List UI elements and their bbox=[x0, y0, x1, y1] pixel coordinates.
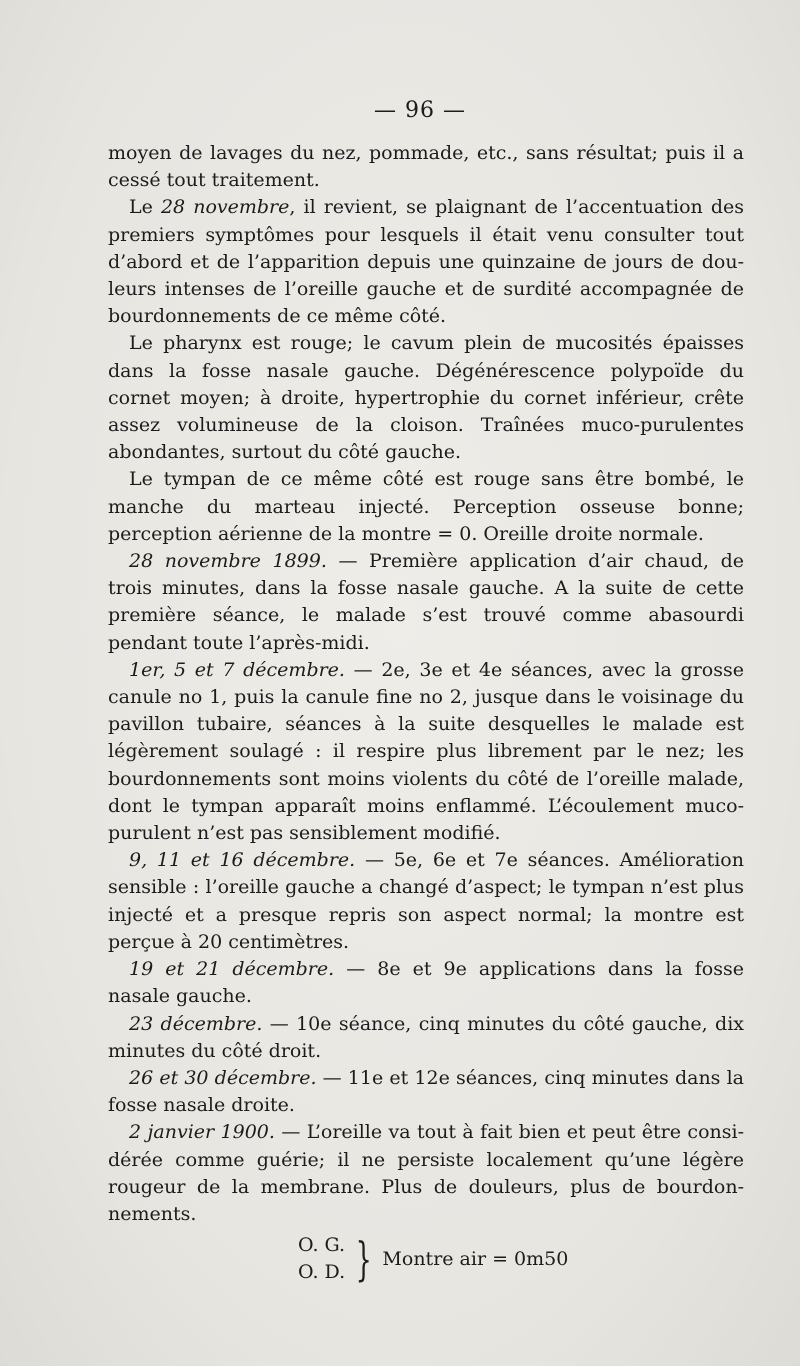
paragraph: Le tympan de ce même côté est rouge sans être bombé, le manche du marteau injecté. Perception osseuse bonne; perception aérienne de la montre = 0. Oreille droite normale. bbox=[108, 468, 744, 545]
left-ear-label: O. G. bbox=[298, 1234, 346, 1256]
ear-test-formula bbox=[298, 1232, 568, 1286]
paragraph: 9, 11 et 16 décembre. — 5e, 6e et 7e séances. Amélioration sensible : l’oreille gauche a changé d’aspect; le tympan n’est plus injecté et a presque repris son aspect normal; la montre est perçue à 20 centimètres. bbox=[108, 849, 744, 953]
right-ear-label: O. D. bbox=[298, 1261, 346, 1283]
paragraph: 23 décembre. — 10e séance, cinq minutes du côté gauche, dix minutes du côté droit. bbox=[108, 1012, 744, 1062]
paragraph: 28 novembre 1899. — Première application d’air chaud, de trois minutes, dans la fosse nasale gauche. A la suite de cette première séance, le malade s’est trouvé comme abasourdi pendant toute l’après-midi. bbox=[108, 550, 744, 654]
paragraph: Le pharynx est rouge; le cavum plein de mucosités épaisses dans la fosse nasale gauche. Dégénérescence polypoïde du cornet moyen; à droite, hypertrophie du cornet inférieur, crête assez volumineuse de la cloison. Traînées muco-purulentes abondantes, surtout du côté gauche. bbox=[108, 332, 744, 464]
formula-labels bbox=[298, 1232, 345, 1286]
paragraph: 2 janvier 1900. — L’oreille va tout à fait bien et peut être considérée comme guérie; il ne persiste localement qu’une légère rougeur de la membrane. Plus de douleurs, plus de bourdonnements. bbox=[108, 1121, 745, 1225]
page-number: — 96 — bbox=[374, 98, 466, 123]
body-text bbox=[108, 140, 744, 1228]
paragraph: 26 et 30 décembre. — 11e et 12e séances, cinq minutes dans la fosse nasale droite. bbox=[108, 1066, 744, 1117]
formula-result: Montre air = 0m50 bbox=[382, 1247, 569, 1270]
paragraph: Le 28 novembre, il revient, se plaignant de l’accentuation des premiers symptômes pour lesquels il était venu consulter tout d’abord et de l’apparition depuis une quinzaine de jours de douleurs intenses de l’oreille gauche et de surdité accompagnée de bourdonnements de ce même côté. bbox=[108, 196, 745, 328]
brace-symbol: } bbox=[355, 1232, 372, 1286]
paragraph: moyen de lavages du nez, pommade, etc., sans résultat; puis il a cessé tout traitement. bbox=[108, 142, 744, 192]
paragraph: 1er, 5 et 7 décembre. — 2e, 3e et 4e séances, avec la grosse canule no 1, puis la canule fine no 2, jusque dans le voisinage du pavillon tubaire, séances à la suite desquelles le malade est légèrement soulagé : il respire plus librement par le nez; les bourdonnements sont moins violents du côté de l’oreille malade, dont le tympan apparaît moins enflammé. L’écoulement muco-purulent n’est pas sensiblement modifié. bbox=[108, 658, 744, 845]
paragraph: 19 et 21 décembre. — 8e et 9e applications dans la fosse nasale gauche. bbox=[108, 958, 744, 1008]
